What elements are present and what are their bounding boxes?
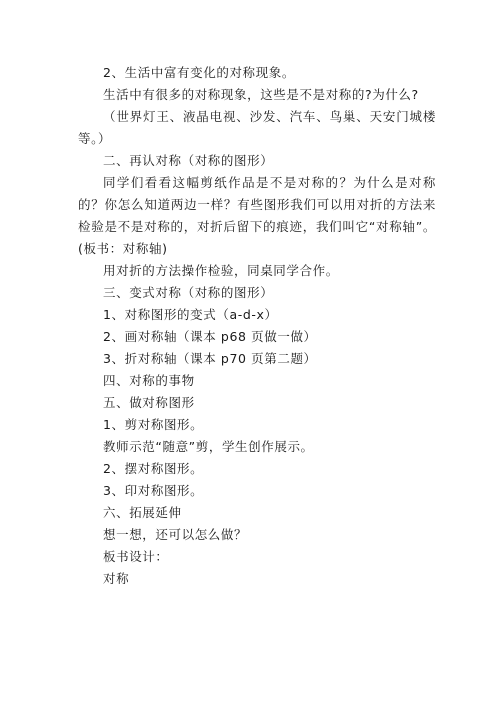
section-heading-2: 二、再认对称（对称的图形）: [103, 153, 274, 168]
list-item: 3、印对称图形。: [103, 483, 204, 498]
list-item: 1、对称图形的变式（a-d-x）: [103, 307, 278, 322]
practice-text: 用对折的方法操作检验，同桌同学合作。: [103, 263, 339, 278]
demo-text: 教师示范“随意”剪，学生创作展示。: [103, 439, 314, 454]
list-item: 2、摆对称图形。: [103, 461, 204, 476]
board-design-label: 板书设计：: [103, 549, 169, 564]
list-item: 2、画对称轴（课本 p68 页做一做）: [103, 329, 317, 344]
board-design-title: 对称: [103, 571, 130, 586]
examples-paragraph: （世界灯王、液晶电视、沙发、汽车、鸟巢、天安门城楼等。）: [78, 109, 436, 146]
think-text: 想一想，还可以怎么做？: [103, 527, 248, 542]
document-body: [78, 62, 436, 590]
section-heading-5: 五、做对称图形: [103, 395, 195, 410]
papercut-paragraph: 同学们看看这幅剪纸作品是不是对称的？为什么是对称的？你怎么知道两边一样？有些图形我们可以用对折的方法来检验是不是对称的，对折后留下的痕迹，我们叫它“对称轴”。(板书：对称轴): [78, 175, 436, 256]
section-heading-4: 四、对称的事物: [103, 373, 195, 388]
list-item: 3、折对称轴（课本 p70 页第二题）: [103, 351, 317, 366]
list-item: 1、剪对称图形。: [103, 417, 204, 432]
section-heading-6: 六、拓展延伸: [103, 505, 182, 520]
section-heading-3: 三、变式对称（对称的图形）: [103, 285, 274, 300]
question-text: 生活中有很多的对称现象，这些是不是对称的?为什么?: [103, 87, 419, 102]
section-item-2: 2、生活中富有变化的对称现象。: [103, 65, 295, 80]
